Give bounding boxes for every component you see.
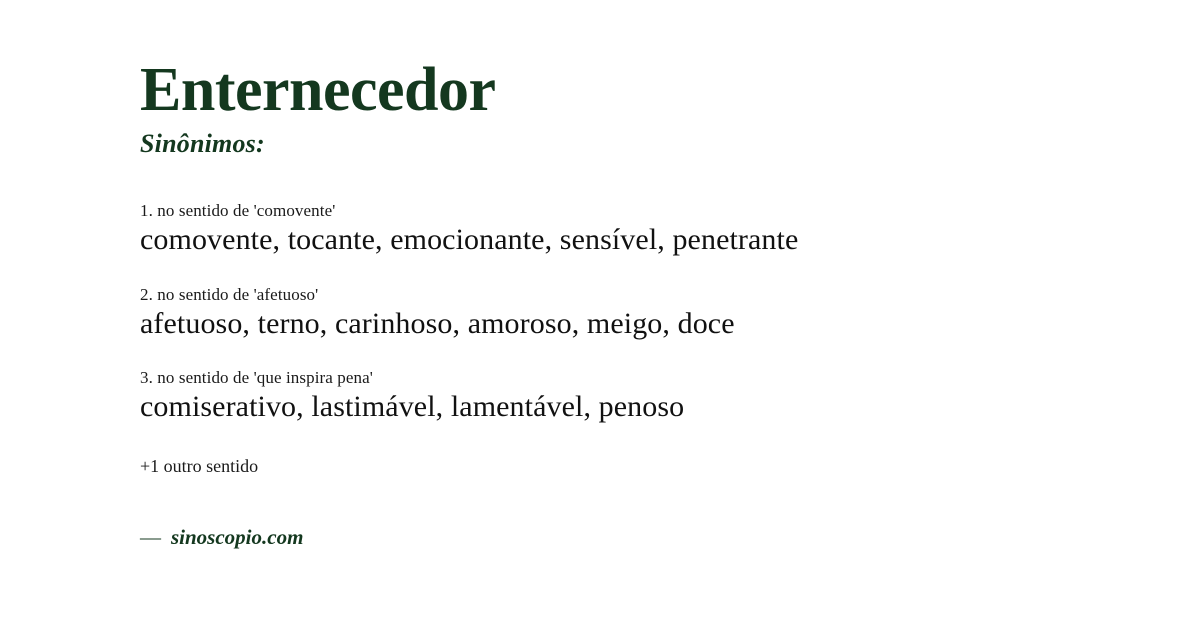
sense-label: 2. no sentido de 'afetuoso' (140, 284, 319, 304)
page-title: Enternecedor (140, 56, 496, 124)
source-site-name: sinoscopio.com (171, 524, 304, 549)
sense-synonyms: comovente, tocante, emocionante, sensível, penetrante (140, 223, 799, 257)
list-item (140, 201, 1120, 259)
em-dash-icon: — (140, 524, 161, 549)
source-attribution (140, 525, 1120, 550)
list-item (140, 368, 1120, 426)
senses-list (140, 201, 1120, 426)
sense-synonyms: comiserativo, lastimável, lamentável, penoso (140, 390, 685, 424)
sense-label: 1. no sentido de 'comovente' (140, 201, 336, 221)
section-subtitle: Sinônimos: (140, 129, 265, 159)
sense-label: 3. no sentido de 'que inspira pena' (140, 368, 373, 388)
sense-synonyms: afetuoso, terno, carinhoso, amoroso, meigo, doce (140, 306, 735, 340)
more-senses-note: +1 outro sentido (140, 455, 259, 476)
list-item (140, 285, 1120, 343)
